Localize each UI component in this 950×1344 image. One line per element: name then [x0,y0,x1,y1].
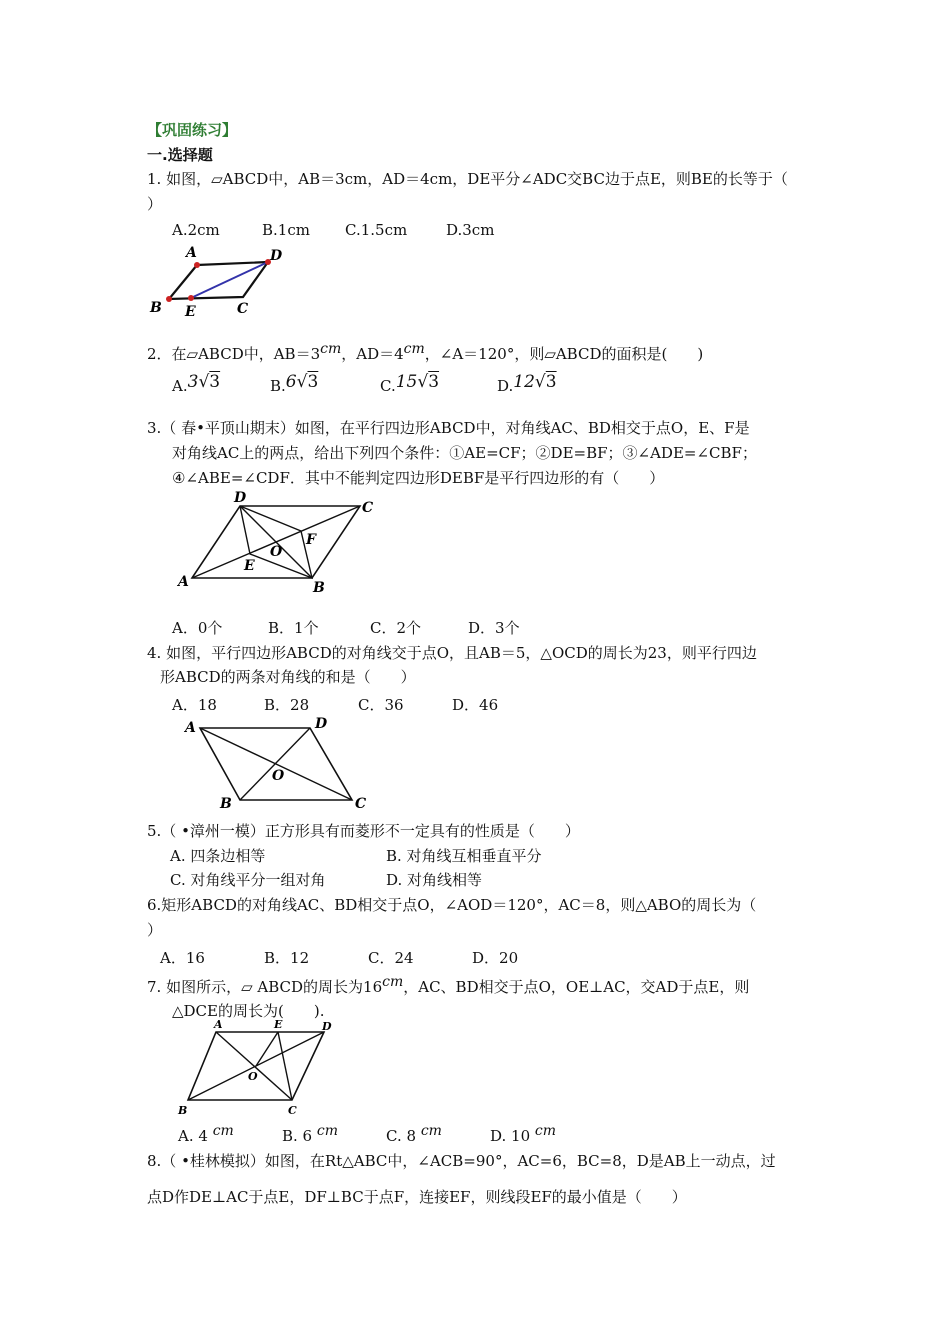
q4-label-a: A [185,720,196,736]
q1-label-c: C [237,301,249,317]
q7-label-c: C [288,1104,297,1117]
q7-text-b: ，AC、BD相交于点O，OE⊥AC，交AD于点E，则 [403,978,750,996]
q7-option-c-text: C. 8 [386,1127,417,1145]
q2-option-b-root: 3 [307,372,319,392]
q5-option-a: A. 四条边相等 [170,847,266,865]
q3-option-b: B．1个 [268,619,319,637]
q4-option-d: D．46 [452,696,499,714]
q7-parallelogram-figure [174,1018,354,1118]
q4-label-o: O [272,768,285,784]
q4-diagonal-bd [240,728,310,800]
q2-option-d: D.12√3 [497,372,557,395]
q4-line2: 形ABCD的两条对角线的和是（ ） [160,668,416,686]
q6-option-a: A．16 [160,949,205,967]
q7-option-c-unit: cm [420,1123,442,1139]
q3-label-a: A [178,574,189,590]
q2-unit-ad: cm [403,341,425,357]
q1-label-d: D [270,248,283,264]
q1-option-b: B.1cm [262,221,310,239]
q3-label-b: B [313,580,325,596]
q3-label-d: D [234,490,247,506]
q8-line1: 8.（ •桂林模拟）如图，在Rt△ABC中，∠ACB=90°，AC=6，BC=8，D是AB上一动点，过 [147,1152,776,1170]
q7-option-a-unit: cm [212,1123,234,1139]
q7-option-b [282,1123,339,1147]
q4-option-b: B．28 [264,696,310,714]
q2-option-c-root: 3 [428,372,440,392]
q3-option-d: D．3个 [468,619,520,637]
q3-label-e: E [244,558,255,574]
q1-point-e [188,295,194,301]
q5-option-c: C. 对角线平分一组对角 [170,871,326,889]
q7-option-b-text: B. 6 [282,1127,313,1145]
q4-diagonal-ac [200,728,352,800]
q2-option-b-coef: 6 [285,372,297,392]
q2-option-a-root: 3 [209,372,221,392]
q7-option-b-unit: cm [316,1123,339,1139]
q7-label-e: E [274,1018,283,1031]
q7-option-d [490,1123,557,1147]
q2-text-b: ，AD＝4 [341,345,404,363]
q3-label-o: O [270,544,283,560]
q6-option-d: D．20 [472,949,519,967]
q7-label-d: D [322,1020,332,1033]
q5-option-d: D. 对角线相等 [386,871,483,889]
q2-option-d-letter: D. [497,377,514,395]
q1-parallelogram [169,262,268,299]
q2-option-b-letter: B. [270,377,286,395]
q2-text-c: ，∠A＝120°，则▱ABCD的面积是( ) [424,345,704,363]
q7-text-a: 7. 如图所示，▱ ABCD的周长为16 [147,978,383,996]
q4-line1: 4. 如图，平行四边形ABCD的对角线交于点O，且AB＝5，△OCD的周长为23，则平行四边 [147,644,757,662]
q4-option-c: C．36 [358,696,404,714]
q3-option-a: A．0个 [172,619,223,637]
q2-text-a: 2．在▱ABCD中，AB＝3 [147,345,321,363]
q1-label-e: E [185,304,196,320]
q5-line1: 5.（ •漳州一模）正方形具有而菱形不一定具有的性质是（ ） [147,822,580,840]
q1-option-a: A.2cm [172,221,220,239]
q6-option-c: C．24 [368,949,414,967]
q3-parallelogram-figure [170,488,390,598]
q1-point-a [194,262,200,268]
q2-option-a-letter: A. [172,377,188,395]
q1-option-d: D.3cm [446,221,495,239]
q7-line2: △DCE的周长为( ). [172,1002,325,1020]
q4-option-a: A．18 [172,696,217,714]
q6-line2: ） [147,921,163,939]
q2-unit-ab: cm [320,341,342,357]
q2-option-d-root: 3 [545,372,557,392]
q3-label-f: F [306,532,316,548]
section-heading: 【巩固练习】 [147,121,238,139]
q3-line2: 对角线AC上的两点，给出下列四个条件：①AE=CF；②DE=BF；③∠ADE=∠CBF； [172,444,757,462]
q2-option-d-coef: 12 [513,372,535,392]
q7-option-c [386,1123,442,1147]
q3-line1: 3.（ 春•平顶山期末）如图，在平行四边形ABCD中，对角线AC、BD相交于点O，E、F是 [147,419,750,437]
q2-option-b: B.6√3 [270,372,319,395]
q1-option-c: C.1.5cm [345,221,408,239]
q2-option-c: C.15√3 [380,372,440,395]
q1-parallelogram-figure [140,240,300,320]
q4-parallelogram-figure [180,712,380,812]
q2-option-c-letter: C. [380,377,396,395]
q5-option-b: B. 对角线互相垂直平分 [386,847,542,865]
q7-label-a: A [214,1018,223,1031]
q4-label-b: B [220,796,232,812]
q4-label-d: D [315,716,328,732]
q1-label-a: A [186,245,197,261]
q2-line1 [147,341,704,365]
q7-option-d-unit: cm [534,1123,557,1139]
q7-option-a [178,1123,234,1147]
q7-label-o: O [248,1070,258,1083]
q3-label-c: C [362,500,374,516]
q2-option-a-coef: 3 [187,372,199,392]
q1-line2: ） [147,195,163,213]
q1-point-b [166,296,172,302]
q7-line1 [147,974,750,998]
q7-unit: cm [382,974,404,990]
q7-option-a-text: A. 4 [178,1127,208,1145]
q2-option-a: A.3√3 [172,372,221,395]
q6-option-b: B．12 [264,949,310,967]
q7-label-b: B [178,1104,188,1117]
q3-line3: ④∠ABE=∠CDF．其中不能判定四边形DEBF是平行四边形的有（ ） [172,469,665,487]
q1-line1: 1. 如图，▱ABCD中，AB＝3cm，AD＝4cm，DE平分∠ADC交BC边于点E，则BE的长等于（ [147,170,788,188]
q7-option-d-text: D. 10 [490,1127,531,1145]
q4-label-c: C [355,796,367,812]
part-heading: 一.选择题 [147,146,213,164]
q1-label-b: B [150,300,162,316]
q6-line1: 6.矩形ABCD的对角线AC、BD相交于点O，∠AOD＝120°，AC＝8，则△ABO的周长为（ [147,896,757,914]
q3-option-c: C．2个 [370,619,422,637]
q8-line2: 点D作DE⊥AC于点E，DF⊥BC于点F，连接EF，则线段EF的最小值是（ ） [147,1188,687,1206]
q2-option-c-coef: 15 [395,372,418,392]
